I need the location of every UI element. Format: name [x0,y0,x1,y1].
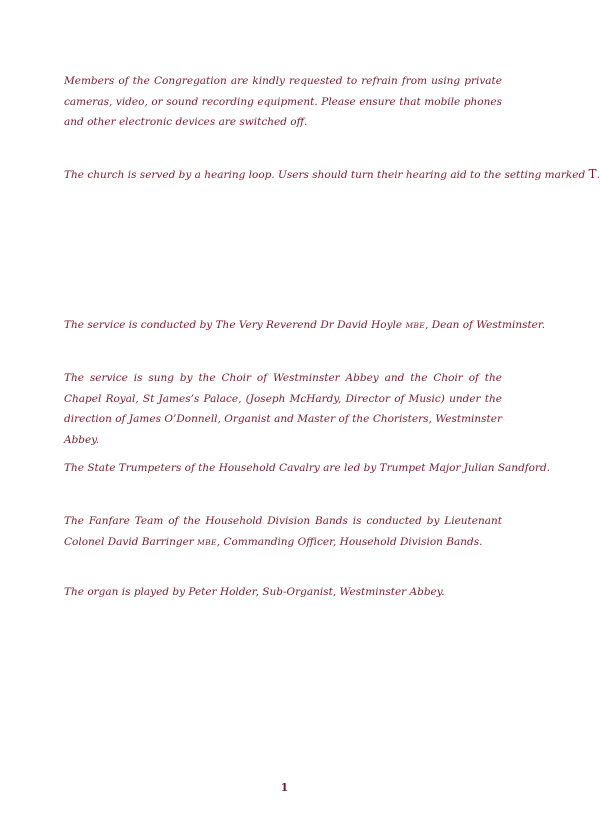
hearing-loop-end: . [596,169,600,181]
conductor-text: The service is conducted by The Very Reverend Dr David Hoyle [64,319,406,331]
fanfare-text: The Fanfare Team of the Household Division Bands is conducted by Lieutenant Colonel David Barringer [64,515,502,548]
hearing-loop-mark: T [588,167,597,181]
conductor-honour: MBE [405,321,426,330]
organ-credit: The organ is played by Peter Holder, Sub-Organist, Westminster Abbey. [64,586,445,598]
conductor-credit [64,315,546,337]
trumpeters-credit: The State Trumpeters of the Household Cavalry are led by Trumpet Major Julian Sandford. [64,462,551,474]
conductor-title: , Dean of Westminster. [425,319,546,331]
fanfare-honour: MBE [197,537,217,547]
recording-notice: Members of the Congregation are kindly requested to refrain from using private cameras, video, or sound recording equipment. Please ensure that mobile phones and other electronic devices are switched off. [64,75,502,128]
page-number: 1 [280,781,289,794]
choir-credit: The service is sung by the Choir of Westminster Abbey and the Choir of the Chapel Royal, St James’s Palace, (Joseph McHardy, Director of Music) under the direction of James O’Donnell, Organist and Master of the Choristers, Westminster Abbey. [64,372,502,446]
fanfare-title: , Commanding Officer, Household Division Bands. [216,535,483,548]
hearing-loop-text: The church is served by a hearing loop. Users should turn their hearing aid to the setting marked [64,169,589,181]
fanfare-credit [64,511,502,553]
hearing-loop-notice [64,164,600,186]
